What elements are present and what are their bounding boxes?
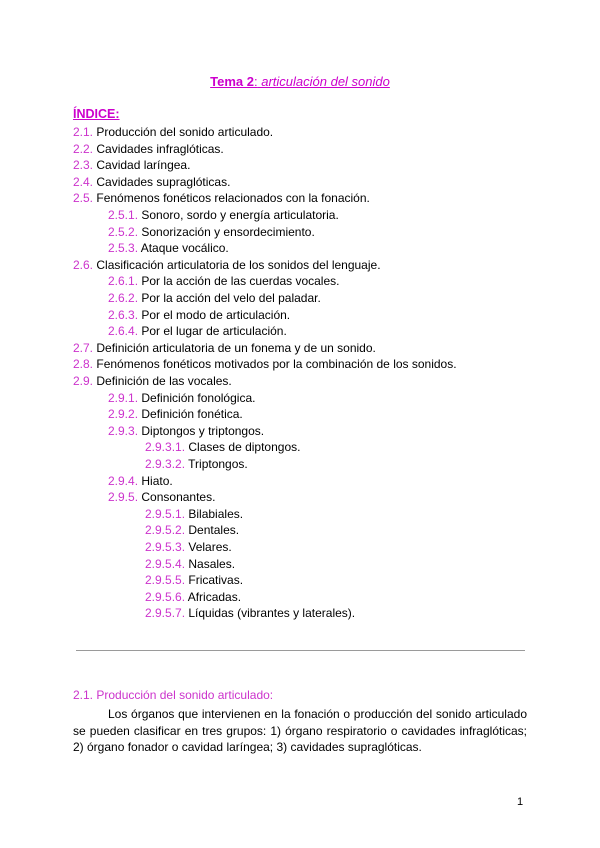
- toc-item-number: 2.9.3.1.: [145, 440, 186, 455]
- toc-item: [108, 224, 315, 241]
- toc-item: [108, 489, 215, 506]
- toc-item-text: Hiato.: [141, 473, 173, 488]
- toc-item: [108, 406, 243, 423]
- toc-item-text: Producción del sonido articulado.: [96, 125, 274, 139]
- toc-item: [145, 522, 239, 539]
- document-title: [0, 74, 600, 89]
- toc-item: [73, 356, 457, 373]
- toc-item-number: 2.6.1.: [108, 274, 139, 289]
- toc-item-text: Bilabiales.: [188, 506, 244, 521]
- toc-item: [108, 290, 321, 307]
- toc-item-number: 2.5.2.: [108, 224, 139, 239]
- toc-item-text: Africadas.: [187, 589, 242, 604]
- toc-item-text: Velares.: [188, 540, 232, 554]
- toc-item-number: 2.6.2.: [108, 291, 139, 305]
- toc-item-text: Por el lugar de articulación.: [141, 324, 287, 339]
- toc-item: [73, 373, 232, 390]
- toc-item-text: Cavidad laríngea.: [96, 158, 191, 173]
- toc-item-text: Fricativas.: [188, 573, 244, 588]
- toc-item: [108, 390, 255, 407]
- toc-item-number: 2.2.: [73, 141, 94, 156]
- toc-item-number: 2.8.: [73, 357, 94, 372]
- toc-item: [73, 157, 190, 174]
- toc-item: [73, 141, 224, 158]
- toc-item-number: 2.5.3.: [108, 241, 139, 256]
- toc-item-text: Cavidades infraglóticas.: [96, 141, 224, 156]
- title-subject: articulación del sonido: [257, 74, 390, 89]
- toc-item-text: Líquidas (vibrantes y laterales).: [188, 606, 356, 621]
- section-heading: 2.1. Producción del sonido articulado:: [73, 688, 274, 702]
- toc-item-text: Sonoro, sordo y energía articulatoria.: [141, 208, 339, 222]
- toc-item: [145, 589, 241, 606]
- toc-item-number: 2.5.1.: [108, 208, 139, 222]
- title-separator: :: [253, 74, 258, 89]
- toc-item-number: 2.9.5.4.: [145, 556, 186, 571]
- toc-item: [145, 539, 232, 556]
- toc-item-text: Definición fonética.: [141, 407, 243, 422]
- toc-item-number: 2.6.4.: [108, 324, 139, 339]
- toc-item-text: Definición articulatoria de un fonema y de un sonido.: [96, 340, 376, 355]
- toc-item: [108, 240, 229, 257]
- toc-item: [108, 273, 339, 290]
- toc-item-number: 2.9.3.: [108, 423, 139, 438]
- section-paragraph: Los órganos que intervienen en la fonación o producción del sonido articulado se pueden clasificar en tres grupos: 1) órgano respiratorio o cavidades infraglóticas; 2) órgano fonador o cavidad laríngea; 3) cavidades supraglóticas.: [73, 707, 527, 755]
- toc-item: [73, 340, 376, 357]
- toc-item-text: Clases de diptongos.: [188, 440, 301, 455]
- toc-item: [73, 190, 370, 207]
- toc-item-number: 2.7.: [73, 340, 94, 355]
- toc-item-number: 2.3.: [73, 158, 94, 173]
- toc-item-number: 2.6.: [73, 257, 94, 272]
- toc-item-number: 2.1.: [73, 125, 94, 139]
- toc-item: [108, 423, 264, 440]
- toc-item: [145, 439, 300, 456]
- toc-item-text: Diptongos y triptongos.: [141, 423, 265, 438]
- toc-item: [73, 257, 381, 274]
- toc-item-text: Fenómenos fonéticos motivados por la combinación de los sonidos.: [96, 357, 457, 372]
- toc-item-text: Por la acción del velo del paladar.: [141, 291, 321, 305]
- toc-item: [108, 473, 173, 490]
- toc-item-text: Clasificación articulatoria de los sonidos del lenguaje.: [96, 257, 381, 272]
- toc-item: [73, 174, 230, 191]
- toc-item-text: Definición fonológica.: [141, 390, 256, 405]
- toc-item-number: 2.9.5.: [108, 490, 139, 505]
- toc-item-number: 2.9.4.: [108, 473, 139, 488]
- toc-item: [108, 307, 290, 324]
- toc-item-text: Nasales.: [188, 556, 236, 571]
- toc-item: [145, 605, 355, 622]
- toc-item-number: 2.9.5.7.: [145, 606, 186, 621]
- toc-item: [73, 124, 273, 141]
- toc-item-number: 2.9.3.2.: [145, 457, 186, 471]
- toc-item-text: Definición de las vocales.: [96, 374, 232, 388]
- toc-item: [108, 323, 287, 340]
- toc-item-number: 2.4.: [73, 174, 94, 189]
- toc-item-text: Por el modo de articulación.: [141, 307, 291, 322]
- toc-item-text: Consonantes.: [141, 490, 216, 505]
- toc-item-text: Triptongos.: [188, 457, 248, 471]
- toc-item-text: Cavidades supraglóticas.: [96, 174, 231, 189]
- toc-item: [145, 506, 243, 523]
- toc-item-text: Dentales.: [188, 523, 240, 538]
- index-heading: ÍNDICE:: [73, 107, 120, 121]
- toc-item-number: 2.5.: [73, 191, 94, 206]
- title-topic: Tema 2: [210, 74, 254, 89]
- toc-item-text: Sonorización y ensordecimiento.: [141, 224, 315, 239]
- toc-item-number: 2.9.2.: [108, 407, 139, 422]
- toc-item-text: Fenómenos fonéticos relacionados con la fonación.: [96, 191, 370, 206]
- section-divider: [76, 650, 525, 651]
- toc-item-text: Ataque vocálico.: [140, 241, 229, 256]
- toc-item: [145, 456, 248, 473]
- toc-item-text: Por la acción de las cuerdas vocales.: [141, 274, 340, 289]
- toc-item: [145, 572, 243, 589]
- toc-item-number: 2.9.5.1.: [145, 506, 186, 521]
- toc-item-number: 2.9.1.: [108, 390, 139, 405]
- toc-item-number: 2.9.: [73, 374, 94, 388]
- toc-item-number: 2.9.5.5.: [145, 573, 186, 588]
- page-number: 1: [517, 796, 524, 808]
- toc-item-number: 2.9.5.3.: [145, 540, 186, 554]
- toc-item-number: 2.9.5.2.: [145, 523, 186, 538]
- toc-item: [145, 556, 235, 573]
- toc-item: [108, 207, 339, 224]
- toc-item-number: 2.9.5.6.: [145, 589, 186, 604]
- toc-item-number: 2.6.3.: [108, 307, 139, 322]
